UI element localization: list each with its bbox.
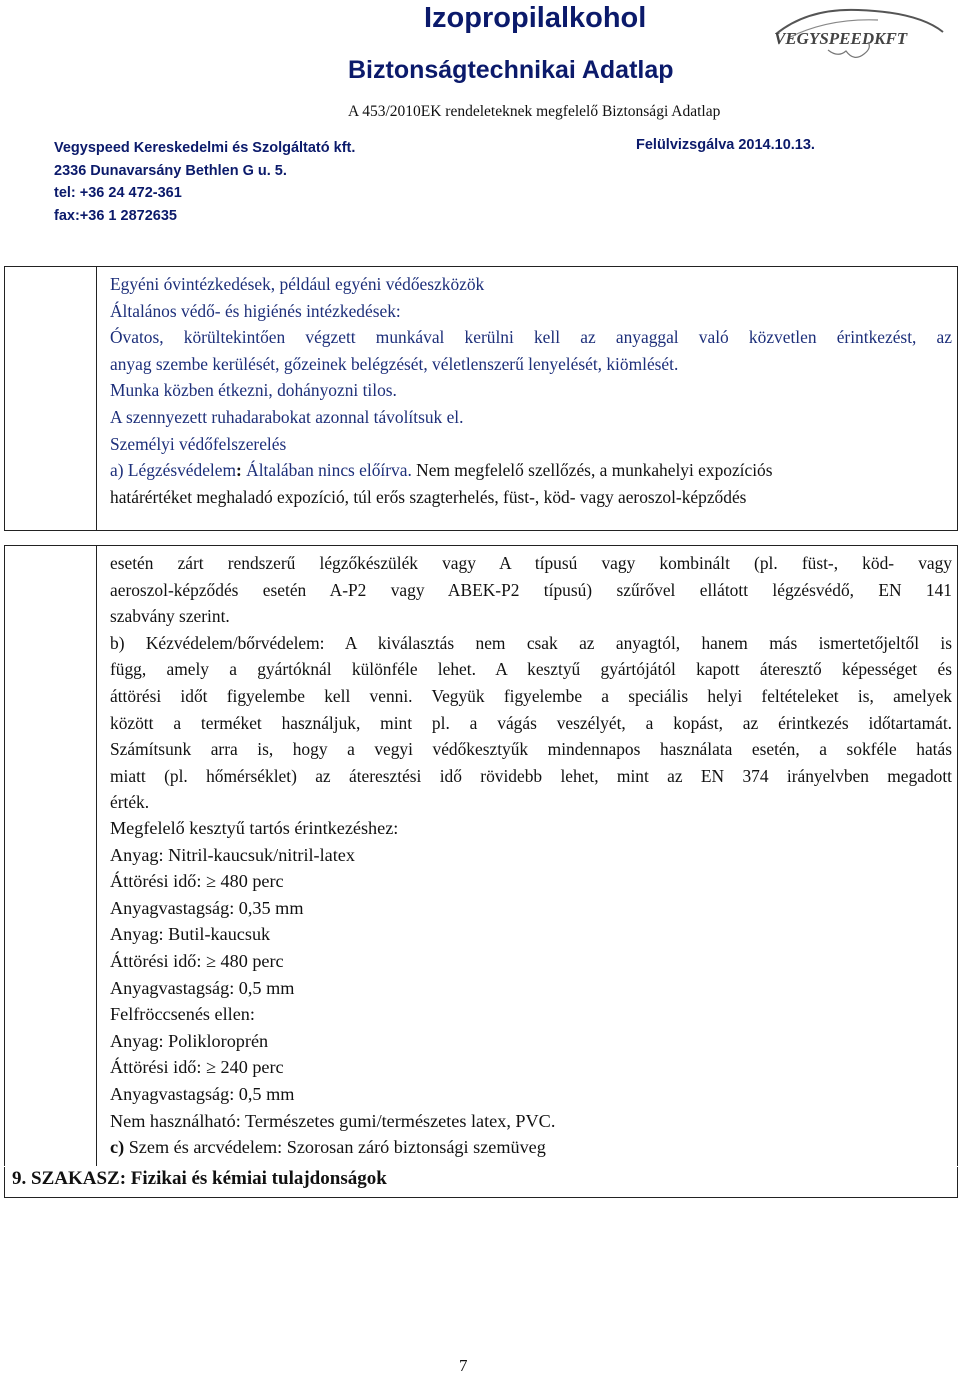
hand-protection-line: b) Kézvédelem/bőrvédelem: A kiválasztás nem csak az anyagtól, hanem más ismertetőjeltől is xyxy=(110,632,952,653)
glove-item: Áttörési idő: ≥ 240 perc xyxy=(110,1057,284,1078)
heading-personal-equipment: Személyi védőfelszerelés xyxy=(110,433,287,454)
text-line: anyag szembe kerülését, gőzeinek belégzését, véletlenszerű lenyelését, kiömlését. xyxy=(110,353,679,374)
text-line: áttörési időt figyelembe kell venni. Vegyük figyelembe a speciális helyi feltételeket is, amelyek xyxy=(110,685,952,706)
glove-item: Áttörési idő: ≥ 480 perc xyxy=(110,871,284,892)
respiratory-label: a) Légzésvédelem xyxy=(110,460,237,481)
glove-item: Anyagvastagság: 0,5 mm xyxy=(110,977,295,998)
glove-item: Áttörési idő: ≥ 480 perc xyxy=(110,950,284,971)
eye-label: c) xyxy=(110,1137,125,1158)
company-logo xyxy=(768,4,948,64)
page-number: 7 xyxy=(459,1356,468,1375)
box1-text xyxy=(110,271,952,510)
heading-personal-measures: Egyéni óvintézkedések, például egyéni védőeszközök xyxy=(110,274,485,294)
gutter-line xyxy=(96,267,97,530)
glove-item: Anyag: Polikloroprén xyxy=(110,1030,269,1051)
glove-item: Nem használható: Természetes gumi/természetes latex, PVC. xyxy=(110,1110,556,1131)
glove-heading: Megfelelő kesztyű tartós érintkezéshez: xyxy=(110,818,399,838)
glove-heading: Felfröccsenés ellen: xyxy=(110,1004,255,1025)
glove-item: Anyag: Nitril-kaucsuk/nitril-latex xyxy=(110,844,355,865)
respiratory-text: Nem megfelelő szellőzés, a munkahelyi expozíciós xyxy=(411,460,773,481)
glove-item: Anyagvastagság: 0,35 mm xyxy=(110,897,304,918)
text-line: határértéket meghaladó expozíció, túl erős szagterhelés, füst-, köd- vagy aeroszol-képződés xyxy=(110,486,747,507)
section-9-title: 9. SZAKASZ: Fizikai és kémiai tulajdonságok xyxy=(12,1168,387,1189)
text-line: szabvány szerint. xyxy=(110,606,230,627)
regulation-note: A 453/2010EK rendeleteknek megfelelő Biztonsági Adatlap xyxy=(348,103,721,120)
text-line: A szennyezett ruhadarabokat azonnal távolítsuk el. xyxy=(110,406,464,427)
company-tel: tel: +36 24 472-361 xyxy=(54,185,182,201)
text-line: Munka közben étkezni, dohányozni tilos. xyxy=(110,380,397,401)
company-name: Vegyspeed Kereskedelmi és Szolgáltató kft. xyxy=(54,140,356,156)
respiratory-line xyxy=(110,457,952,484)
company-fax: fax:+36 1 2872635 xyxy=(54,207,177,224)
company-address: 2336 Dunavarsány Bethlen G u. 5. xyxy=(54,162,287,179)
glove-item: Anyagvastagság: 0,5 mm xyxy=(110,1083,295,1104)
eye-text: Szem és arcvédelem: Szorosan záró biztonsági szemüveg xyxy=(124,1137,546,1158)
respiratory-colon: : xyxy=(236,460,242,481)
text-line: érték. xyxy=(110,792,150,813)
respiratory-value: Általában nincs előírva. xyxy=(241,460,412,481)
gutter-line xyxy=(96,546,97,1166)
glove-item: Anyag: Butil-kaucsuk xyxy=(110,924,271,945)
logo-text: VEGYSPEEDKFT xyxy=(774,29,908,48)
heading-general-measures: Általános védő- és higiénés intézkedések: xyxy=(110,300,401,321)
company-block xyxy=(54,137,355,227)
text-line: miatt (pl. hőmérséklet) az áteresztési idő rövidebb lehet, mint az EN 374 irányelvben megadott xyxy=(110,765,952,786)
text-line: függ, amely a gyártóknál különféle lehet. A kesztyű gyártójától kapott áteresztő képességet és xyxy=(110,659,952,680)
text-line: esetén zárt rendszerű légzőkészülék vagy A típusú vagy kombinált (pl. füst-, köd- vagy xyxy=(110,553,952,573)
eye-protection-line xyxy=(110,1134,952,1161)
text-line: Számítsunk arra is, hogy a vegyi védőkesztyűk mindennapos használata esetén, a sokféle hatás xyxy=(110,739,952,760)
document-subtitle: Biztonságtechnikai Adatlap xyxy=(348,56,674,84)
text-line: Óvatos, körültekintően végzett munkával kerülni kell az anyaggal való közvetlen érintkezést, az xyxy=(110,327,952,348)
box2-text xyxy=(110,550,952,816)
text-line: között a terméket használjuk, mint pl. a vágás veszélyét, a kopást, az érintkezés időtartamát. xyxy=(110,712,952,733)
revision-date: Felülvizsgálva 2014.10.13. xyxy=(636,137,815,153)
document-title: Izopropilalkohol xyxy=(424,2,647,34)
text-line: aeroszol-képződés esetén A-P2 vagy ABEK-P2 típusú) szűrővel ellátott légzésvédő, EN 141 xyxy=(110,579,952,600)
glove-list xyxy=(110,815,952,1161)
